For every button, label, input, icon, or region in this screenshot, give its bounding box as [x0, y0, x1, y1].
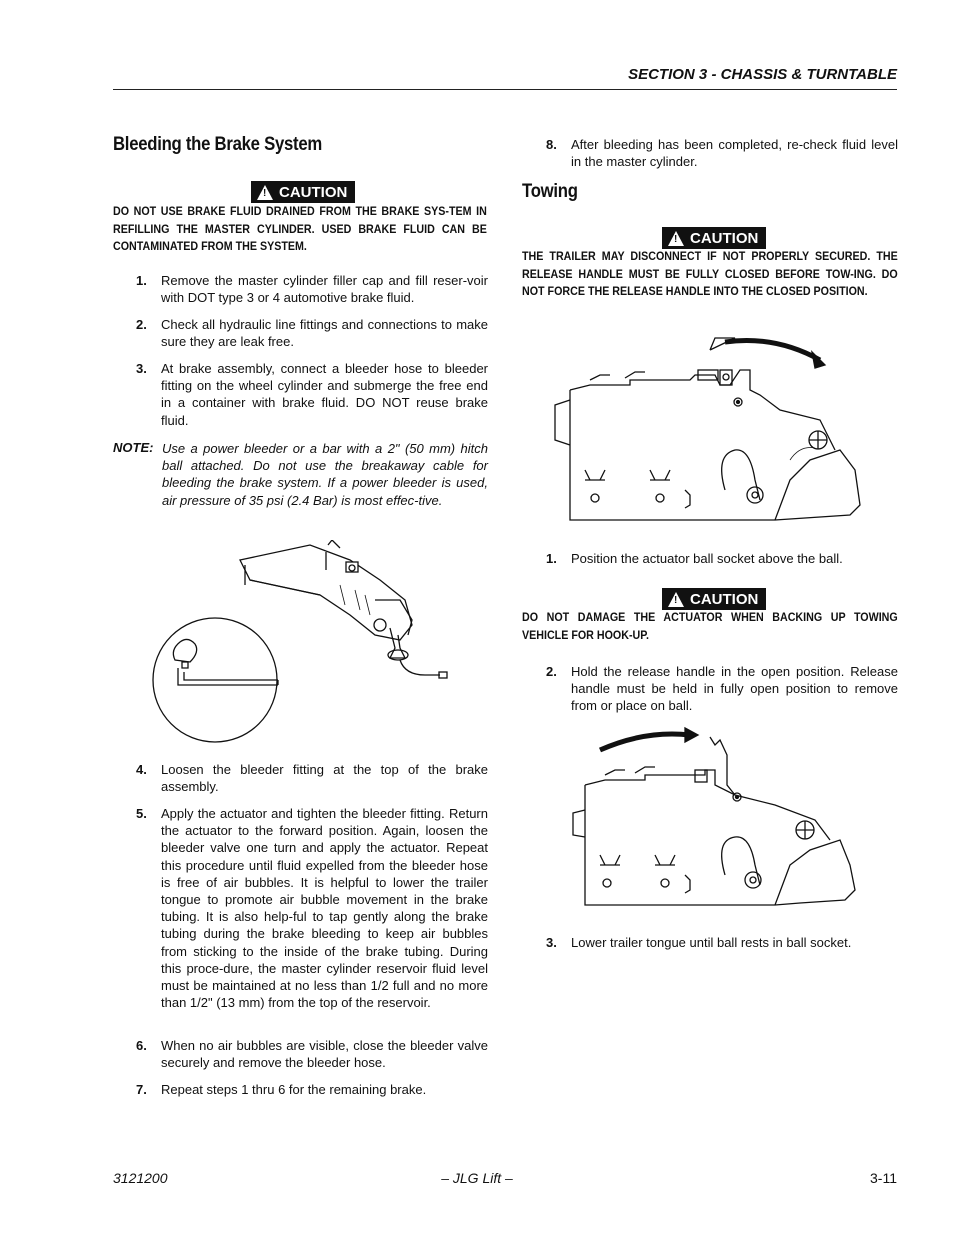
caution-label: CAUTION	[279, 183, 348, 201]
bleeding-title: Bleeding the Brake System	[113, 134, 322, 155]
footer-center: – JLG Lift –	[441, 1170, 513, 1186]
doc-number: 3121200	[113, 1170, 168, 1186]
caution-badge-towing-2	[662, 588, 766, 610]
header-rule	[113, 89, 897, 90]
warning-icon: !	[668, 592, 684, 607]
warning-icon: !	[257, 185, 273, 200]
step-6: 6. When no air bubbles are visible, close the bleeder valve securely and remove the bleeder hose.	[136, 1038, 488, 1071]
caution-label: CAUTION	[690, 229, 759, 247]
section-header: SECTION 3 - CHASSIS & TURNTABLE	[628, 66, 897, 83]
brake-bleeding-illustration	[150, 540, 450, 745]
step-4: 4. Loosen the bleeder fitting at the top of the brake assembly.	[136, 762, 488, 795]
caution-text-towing-2: DO NOT DAMAGE THE ACTUATOR WHEN BACKING UP TOWING VEHICLE FOR HOOK-UP.	[522, 612, 898, 642]
warning-icon: !	[668, 231, 684, 246]
step-3: 3. At brake assembly, connect a bleeder hose to bleeder fitting on the wheel cylinder and submerge the free end in a container with brake fluid. DO NOT reuse brake fluid.	[136, 361, 488, 428]
step-8: 8. After bleeding has been completed, re-check fluid level in the master cylinder.	[546, 137, 898, 170]
release-handle-open-illustration	[565, 725, 865, 915]
actuator-above-ball-illustration	[550, 330, 870, 530]
tow-step-2: 2. Hold the release handle in the open position. Release handle must be held in fully open position to remove from or place on ball.	[546, 664, 898, 714]
caution-label: CAUTION	[690, 590, 759, 608]
towing-title: Towing	[522, 181, 578, 202]
note-text: Use a power bleeder or a bar with a 2" (50 mm) hitch ball attached. Do not use the breakaway cable for bleeding the brake system. If a power bleeder is used, air pressure of 35 psi (2.4 Bar) is most effec-tive.	[162, 441, 488, 508]
page-number: 3-11	[870, 1170, 897, 1186]
step-2: 2. Check all hydraulic line fittings and connections to make sure they are leak free.	[136, 317, 488, 350]
tow-step-3: 3. Lower trailer tongue until ball rests in ball socket.	[546, 935, 852, 950]
tow-step-1: 1. Position the actuator ball socket above the ball.	[546, 551, 843, 566]
step-1: 1. Remove the master cylinder filler cap and fill reser-voir with DOT type 3 or 4 automotive brake fluid.	[136, 273, 488, 306]
caution-badge-towing-1	[662, 227, 766, 249]
caution-text-bleeding: DO NOT USE BRAKE FLUID DRAINED FROM THE BRAKE SYS-TEM IN REFILLING THE MASTER CYLINDER. USED BRAKE FLUID CAN BE CONTAMINATED FROM THE SYSTEM.	[113, 206, 487, 253]
caution-text-towing-1: THE TRAILER MAY DISCONNECT IF NOT PROPERLY SECURED. THE RELEASE HANDLE MUST BE FULLY CLOSED BEFORE TOW-ING. DO NOT FORCE THE RELEASE HANDLE INTO THE CLOSED POSITION.	[522, 251, 898, 298]
step-7: 7. Repeat steps 1 thru 6 for the remaining brake.	[136, 1082, 427, 1097]
step-5: 5. Apply the actuator and tighten the bleeder fitting. Return the actuator to the forward position. Again, loosen the bleeder valve one turn and apply the actuator. Repeat this procedure until fluid expelled from the bleeder hose is free of air bubbles. It is helpful to lower the trailer tongue to promote air bubble movement in the brake tubing. It is also help-ful to tap gently along the brake tubing during the brake bleeding to keep air bubbles from sticking to the inside of the brake tubing. During this proce-dure, the master cylinder reservoir fluid level must be maintained at no less than 1/2 full and no more than 1/2" (13 mm) from the top of the reservoir.	[136, 806, 488, 1011]
caution-badge-bleeding	[251, 181, 355, 203]
note-label: NOTE:	[113, 440, 154, 455]
